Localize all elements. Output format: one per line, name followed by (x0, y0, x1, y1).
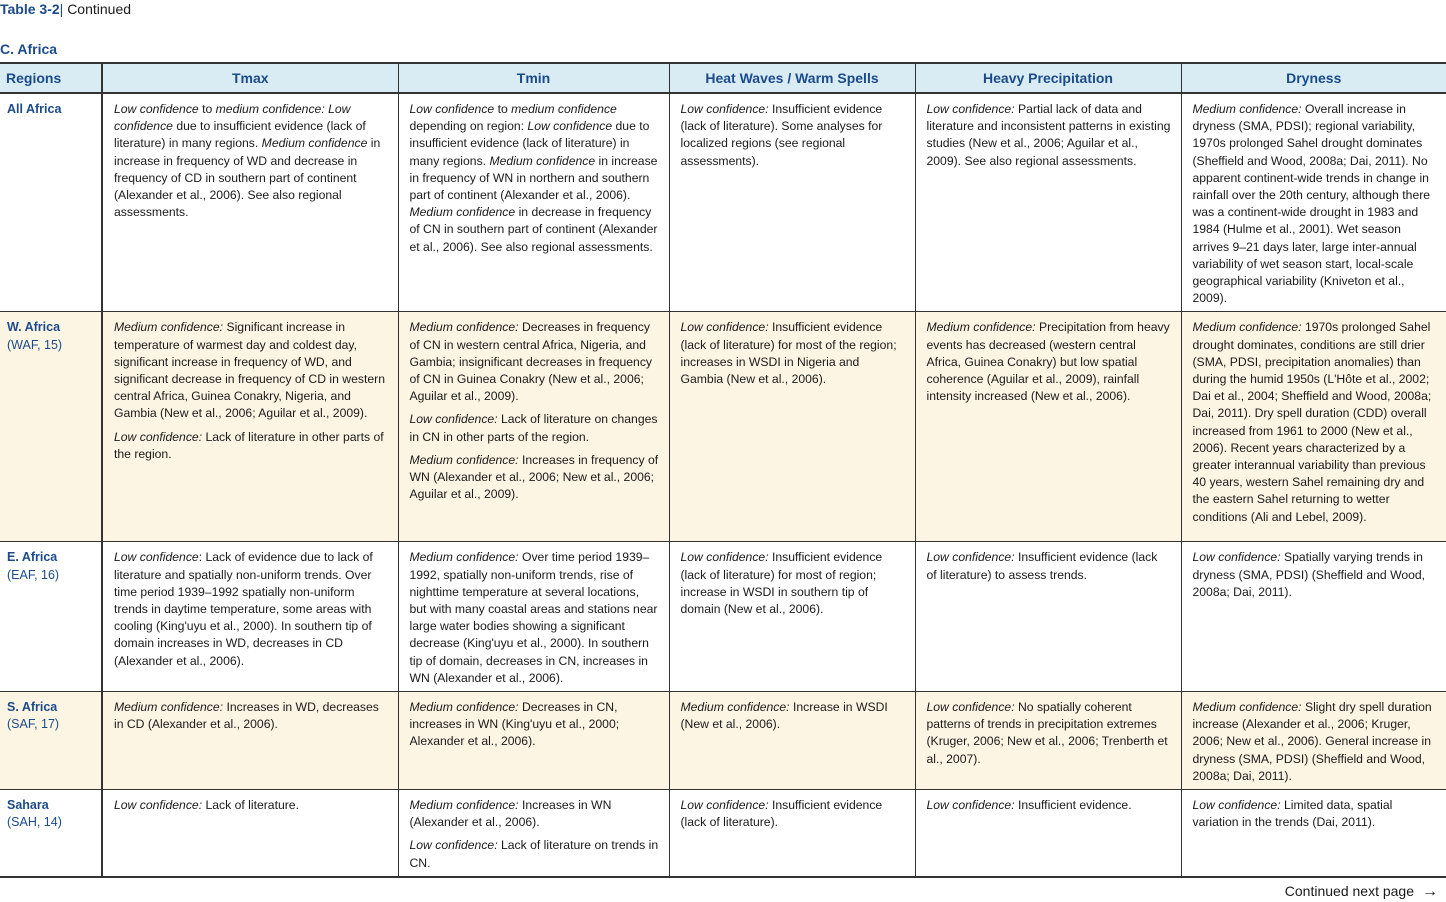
column-header: Dryness (1181, 63, 1446, 93)
confidence-label: Low confidence: (409, 838, 498, 853)
assessment-text: Lack of literature on changes in CN in other parts of the region. (409, 412, 658, 444)
region-name: S. Africa (7, 700, 58, 715)
assessment-cell (102, 790, 398, 877)
confidence-label: Low confidence: (1192, 550, 1281, 565)
region-name: Sahara (7, 798, 49, 813)
column-header: Heat Waves / Warm Spells (669, 63, 915, 93)
confidence-label: Medium confidence: (1192, 700, 1302, 715)
assessment-text: Decreases in CN, increases in WN (King'uyu et al., 2000; Alexander et al., 2006). (409, 700, 620, 749)
assessment-cell (669, 790, 915, 877)
confidence-label: Low confidence: (680, 320, 769, 335)
assessment-text: due to insufficient evidence (lack of literature) in many regions. (114, 119, 366, 151)
assessment-text: Insufficient evidence (lack of literature). Some analyses for localized regions (see regional assessments). (680, 102, 883, 168)
confidence-label: Low confidence (114, 550, 199, 565)
assessment-text: in increase in frequency of WN in northern and southern part of continent (Alexander et al., 2006). (409, 153, 658, 203)
assessment-cell (1181, 542, 1446, 692)
assessment-text: No spatially coherent patterns of trends in precipitation extremes (Kruger, 2006; New et al., 2006; Trenberth et al., 2007). (926, 700, 1168, 766)
region-code: (EAF, 16) (7, 567, 60, 582)
assessment-text: Insufficient evidence (lack of literature) for most of the region; increases in WSDI in Nigeria and Gambia (New et al., 2006). (680, 320, 897, 387)
assessment-paragraph (114, 549, 388, 669)
africa-table (0, 62, 1446, 878)
assessment-text: due to insufficient evidence (lack of literature) in many regions. (409, 119, 650, 168)
confidence-label: Medium confidence: (409, 798, 519, 813)
assessment-paragraph (927, 699, 1171, 768)
assessment-text: to (494, 102, 512, 116)
confidence-label: Medium confidence (261, 136, 368, 151)
table-number: Table 3-2 (0, 1, 60, 17)
assessment-paragraph (927, 797, 1171, 814)
column-header: Heavy Precipitation (915, 63, 1181, 93)
assessment-cell (669, 312, 915, 542)
assessment-paragraph (681, 319, 905, 388)
confidence-label: Medium confidence: (926, 320, 1036, 335)
assessment-paragraph (1193, 699, 1437, 785)
assessment-cell (398, 692, 669, 790)
assessment-text: Insufficient evidence (lack of literature). (680, 798, 883, 830)
assessment-paragraph (1193, 101, 1437, 307)
confidence-label: Medium confidence: (409, 320, 519, 335)
assessment-cell (398, 93, 669, 312)
region-code: (SAF, 17) (7, 717, 60, 732)
assessment-text: 1970s prolonged Sahel drought dominates, conditions are still drier (SMA, PDSI, precipitation anomalies) than during the humid 1950s (L'Hôte et al., 2002; Dai et al., 2004; Sheffield and Wood, 2008a; Dai, 2011). Dry spell duration (CDD) overall increased from 1961 to 2000 (New et al., 2006). Recent years characterized by a greater interannual variability than previous 40 years, western Sahel remaining dry and the eastern Sahel returning to wetter conditions (Ali and Lebel, 2009). (1192, 320, 1432, 524)
confidence-label: Low confidence: (1192, 798, 1281, 813)
region-code: (SAH, 14) (7, 815, 62, 830)
assessment-paragraph (927, 101, 1171, 170)
assessment-paragraph (410, 837, 659, 871)
confidence-label: Low confidence: (926, 550, 1015, 565)
assessment-paragraph (681, 797, 905, 831)
arrow-right-icon: → (1422, 883, 1438, 900)
assessment-text: Partial lack of data and literature and inconsistent patterns in existing studies (New et al., 2006; Aguilar et al., 2009). See also regional assessments. (926, 102, 1171, 168)
region-cell (0, 790, 102, 877)
assessment-cell (1181, 692, 1446, 790)
assessment-text: Insufficient evidence (lack of literature) to assess trends. (926, 550, 1158, 582)
assessment-cell (102, 542, 398, 692)
assessment-paragraph (410, 699, 659, 751)
assessment-paragraph (681, 699, 905, 733)
confidence-label: Medium confidence: (409, 700, 519, 715)
confidence-label: Medium confidence: (1192, 320, 1302, 335)
region-cell (0, 692, 102, 790)
confidence-label: Medium confidence: (409, 452, 519, 467)
assessment-cell (669, 692, 915, 790)
assessment-paragraph (410, 101, 659, 256)
assessment-text: Lack of literature. (202, 798, 299, 813)
column-header: Tmax (102, 63, 398, 93)
assessment-text: Significant increase in temperature of warmest day and coldest day, significant increase in frequency of WD, and significant decrease in frequency of CD in western central Africa, Guinea Conakry, Nigeria, and Gambia (New et al., 2006; Aguilar et al., 2009). (114, 320, 385, 421)
assessment-paragraph (114, 429, 388, 463)
assessment-paragraph (410, 797, 659, 831)
column-header: Tmin (398, 63, 669, 93)
assessment-paragraph (410, 549, 659, 687)
assessment-paragraph (114, 319, 388, 422)
assessment-text: Increase in WSDI (New et al., 2006). (680, 700, 888, 732)
assessment-cell (102, 312, 398, 542)
assessment-cell (1181, 790, 1446, 877)
assessment-paragraph (1193, 797, 1437, 831)
assessment-paragraph (410, 411, 659, 445)
assessment-text: Precipitation from heavy events has decreased (western central Africa, Guinea Conakry) but low spatial coherence (Aguilar et al., 2009), rainfall intensity increased (New et al., 2006). (926, 320, 1170, 404)
confidence-label: Low confidence: (680, 550, 769, 565)
assessment-text: : Lack of evidence due to lack of literature and spatially non-uniform trends. Over time period 1939–1992 spatially non-uniform trends in daytime temperature, some areas with cooling (King'uyu et al., 2000). In southern tip of domain increases in WD, decreases in CD (Alexander et al., 2006). (114, 550, 373, 668)
confidence-label: Medium confidence (409, 205, 516, 220)
assessment-cell (669, 93, 915, 312)
confidence-label: Low confidence (409, 102, 495, 116)
assessment-text: in increase in frequency of WD and decrease in frequency of CD in southern part of continent (Alexander et al., 2006). See also regional assessments. (114, 136, 381, 220)
continued-next-page (1285, 882, 1438, 901)
assessment-text: Insufficient evidence. (1014, 798, 1132, 813)
confidence-label: medium confidence (511, 102, 617, 116)
assessment-paragraph (1193, 319, 1437, 525)
assessment-cell (1181, 312, 1446, 542)
continued-label: Continued (67, 1, 132, 17)
assessment-cell (398, 542, 669, 692)
confidence-label: Low confidence: (926, 102, 1015, 116)
assessment-text: to (198, 102, 216, 116)
assessment-text: Overall increase in dryness (SMA, PDSI); regional variability, 1970s prolonged Sahel drought dominates (Sheffield and Wood, 2008a; Dai, 2011). No apparent continent-wide trends in change in rainfall over the 20th century, although there was a continent-wide drought in 1983 and 1984 (Hulme et al., 2001). Wet season arrives 9–21 days later, large inter-annual variability of wet season start, local-scale geographical variability (Kniveton et al., 2009). (1192, 102, 1431, 306)
confidence-label: Low confidence: (926, 700, 1015, 715)
table-row (0, 692, 1446, 790)
confidence-label: Low confidence (114, 102, 199, 116)
region-cell (0, 93, 102, 312)
assessment-cell (1181, 93, 1446, 312)
region-code: (WAF, 15) (7, 337, 63, 352)
confidence-label: Low confidence: (409, 412, 498, 427)
assessment-paragraph (410, 319, 659, 405)
assessment-paragraph (927, 549, 1171, 583)
table-row (0, 790, 1446, 877)
assessment-cell (669, 542, 915, 692)
assessment-paragraph (114, 699, 388, 733)
assessment-paragraph (410, 452, 659, 504)
confidence-label: Low confidence: (680, 798, 769, 813)
assessment-paragraph (681, 549, 905, 618)
assessment-cell (398, 790, 669, 877)
assessment-text: Limited data, spatial variation in the trends (Dai, 2011). (1192, 798, 1393, 830)
assessment-cell (915, 312, 1181, 542)
confidence-label: Medium confidence: (1192, 102, 1302, 116)
assessment-text: Lack of literature on trends in CN. (409, 838, 659, 870)
region-name: All Africa (7, 102, 62, 116)
assessment-text: Insufficient evidence (lack of literature) for most of region; increase in WSDI in southern tip of domain (New et al., 2006). (680, 550, 883, 617)
assessment-cell (102, 692, 398, 790)
region-cell (0, 542, 102, 692)
assessment-paragraph (114, 797, 388, 814)
assessment-text: Increases in frequency of WN (Alexander et al., 2006; New et al., 2006; Aguilar et al., 2009). (409, 452, 659, 502)
confidence-label: Low confidence: (680, 102, 769, 116)
confidence-label: Medium confidence: (409, 550, 519, 565)
table-row (0, 93, 1446, 312)
confidence-label: Medium confidence: (114, 320, 224, 335)
assessment-text: Lack of literature in other parts of the region. (114, 429, 384, 461)
assessment-cell (915, 542, 1181, 692)
confidence-label: Medium confidence: (114, 700, 224, 715)
assessment-paragraph (114, 101, 388, 221)
table-row (0, 312, 1446, 542)
assessment-text: Slight dry spell duration increase (Alexander et al., 2006; Kruger, 2006; New et al., 2006). General increase in dryness (SMA, PDSI) (Sheffield and Wood, 2008a; Dai, 2011). (1192, 700, 1432, 783)
region-name: E. Africa (7, 550, 58, 565)
header-row (0, 63, 1446, 93)
assessment-paragraph (681, 101, 905, 170)
assessment-cell (915, 93, 1181, 312)
assessment-text: Decreases in frequency of CN in western central Africa, Nigeria, and Gambia; insignificant decreases in frequency of CN in Guinea Conakry (New et al., 2006; Aguilar et al., 2009). (409, 320, 653, 404)
confidence-label: Medium confidence: (680, 700, 790, 715)
column-header: Regions (0, 63, 102, 93)
region-name: W. Africa (7, 320, 61, 335)
confidence-label: Medium confidence (489, 153, 596, 168)
assessment-paragraph (927, 319, 1171, 405)
assessment-text: Over time period 1939–1992, spatially non-uniform trends, rise of nighttime temperature at several locations, but with many coastal areas and stations near large water bodies showing a significant decrease (King'uyu et al., 2000). In southern tip of domain, decreases in CN, increases in WN (Alexander et al., 2006). (409, 550, 658, 685)
confidence-label: Low confidence: (114, 429, 203, 444)
assessment-text: Increases in WN (Alexander et al., 2006). (409, 798, 612, 830)
confidence-label: Low confidence: (114, 798, 203, 813)
assessment-cell (915, 790, 1181, 877)
assessment-text: depending on region: (409, 119, 528, 134)
region-cell (0, 312, 102, 542)
confidence-label: medium confidence: Low confidence (114, 102, 351, 134)
assessment-cell (102, 93, 398, 312)
continued-next-label: Continued next page (1284, 883, 1414, 899)
assessment-paragraph (1193, 549, 1437, 601)
table-row (0, 542, 1446, 692)
table-caption (0, 0, 131, 18)
assessment-cell (398, 312, 669, 542)
caption-separator: | (59, 1, 64, 17)
confidence-label: Low confidence (527, 119, 613, 134)
assessment-cell (915, 692, 1181, 790)
confidence-label: Low confidence: (926, 798, 1015, 813)
assessment-text: in decrease in frequency of CN in southern part of continent (Alexander et al., 2006). See also regional assessments. (409, 205, 658, 254)
assessment-text: Spatially varying trends in dryness (SMA, PDSI) (Sheffield and Wood, 2008a; Dai, 2011). (1192, 550, 1426, 599)
assessment-text: Increases in WD, decreases in CD (Alexander et al., 2006). (114, 700, 379, 732)
section-title: C. Africa (0, 41, 58, 57)
